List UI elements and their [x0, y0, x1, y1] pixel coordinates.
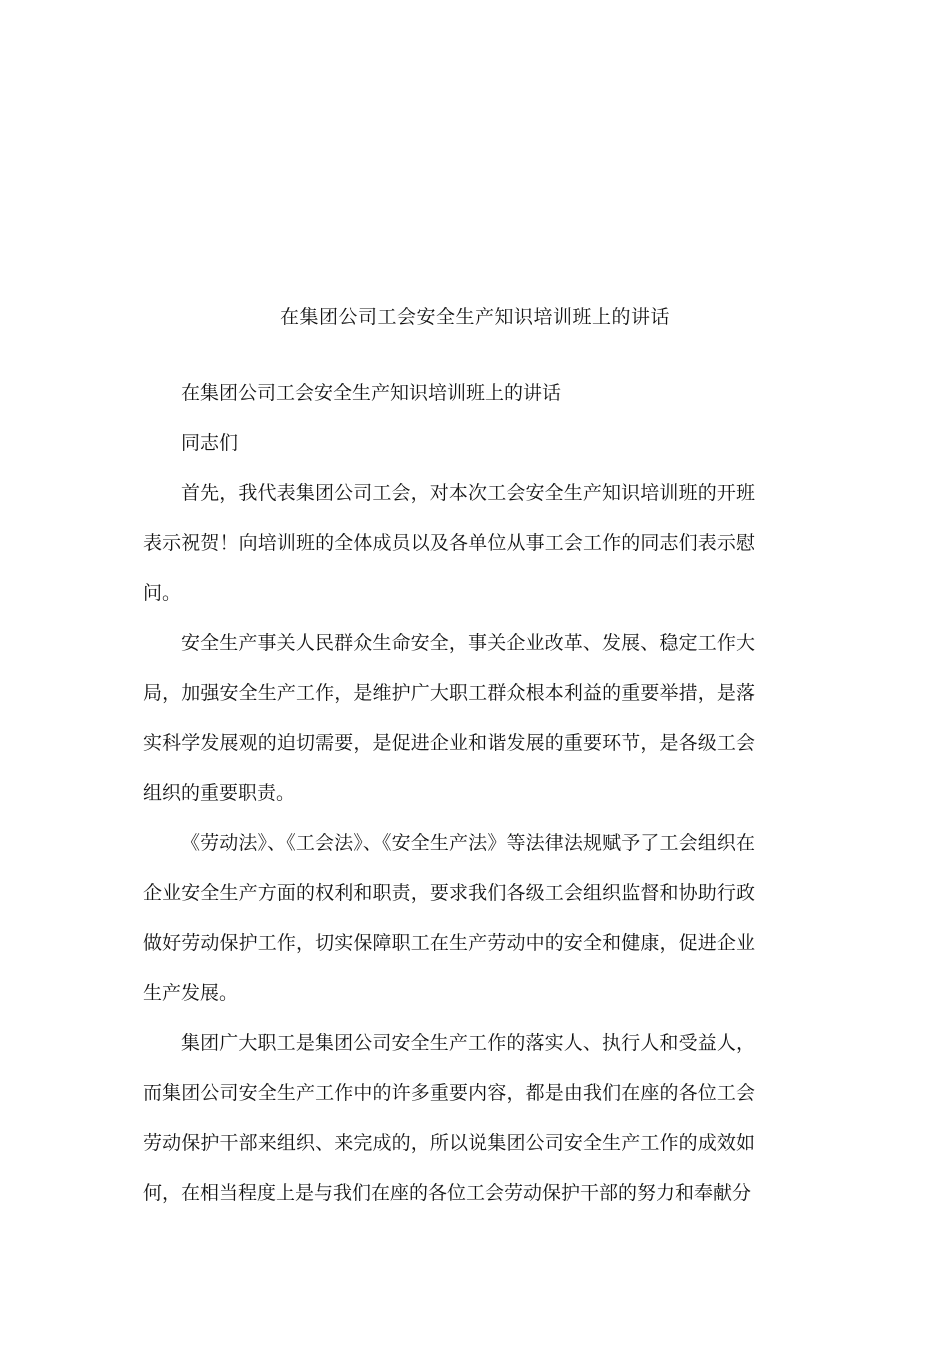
paragraph-workforce-role: 集团广大职工是集团公司安全生产工作的落实人、执行人和受益人，而集团公司安全生产工作中的许多重要内容，都是由我们在座的各位工会劳动保护干部来组织、来完成的，所以说集团公司安全生产工作的成效如何，在相当程度上是与我们在座的各位工会劳动保护干部的努力和奉献分	[143, 1032, 755, 1204]
paragraph-safety-importance: 安全生产事关人民群众生命安全，事关企业改革、发展、稳定工作大局，加强安全生产工作，是维护广大职工群众根本利益的重要举措，是落实科学发展观的迫切需要，是促进企业和谐发展的重要环节，是各级工会组织的重要职责。	[143, 632, 755, 804]
document-title: 在集团公司工会安全生产知识培训班上的讲话	[279, 306, 670, 328]
paragraph-greeting: 首先，我代表集团公司工会，对本次工会安全生产知识培训班的开班表示祝贺！向培训班的全体成员以及各单位从事工会工作的同志们表示慰问。	[143, 482, 755, 604]
paragraph-salutation: 同志们	[181, 432, 239, 454]
document-body	[143, 368, 755, 1218]
paragraph-legal-duties: 《劳动法》、《工会法》、《安全生产法》等法律法规赋予了工会组织在企业安全生产方面的权利和职责，要求我们各级工会组织监督和协助行政做好劳动保护工作，切实保障职工在生产劳动中的安全和健康，促进企业生产发展。	[143, 832, 755, 1004]
paragraph-heading: 在集团公司工会安全生产知识培训班上的讲话	[181, 382, 562, 404]
